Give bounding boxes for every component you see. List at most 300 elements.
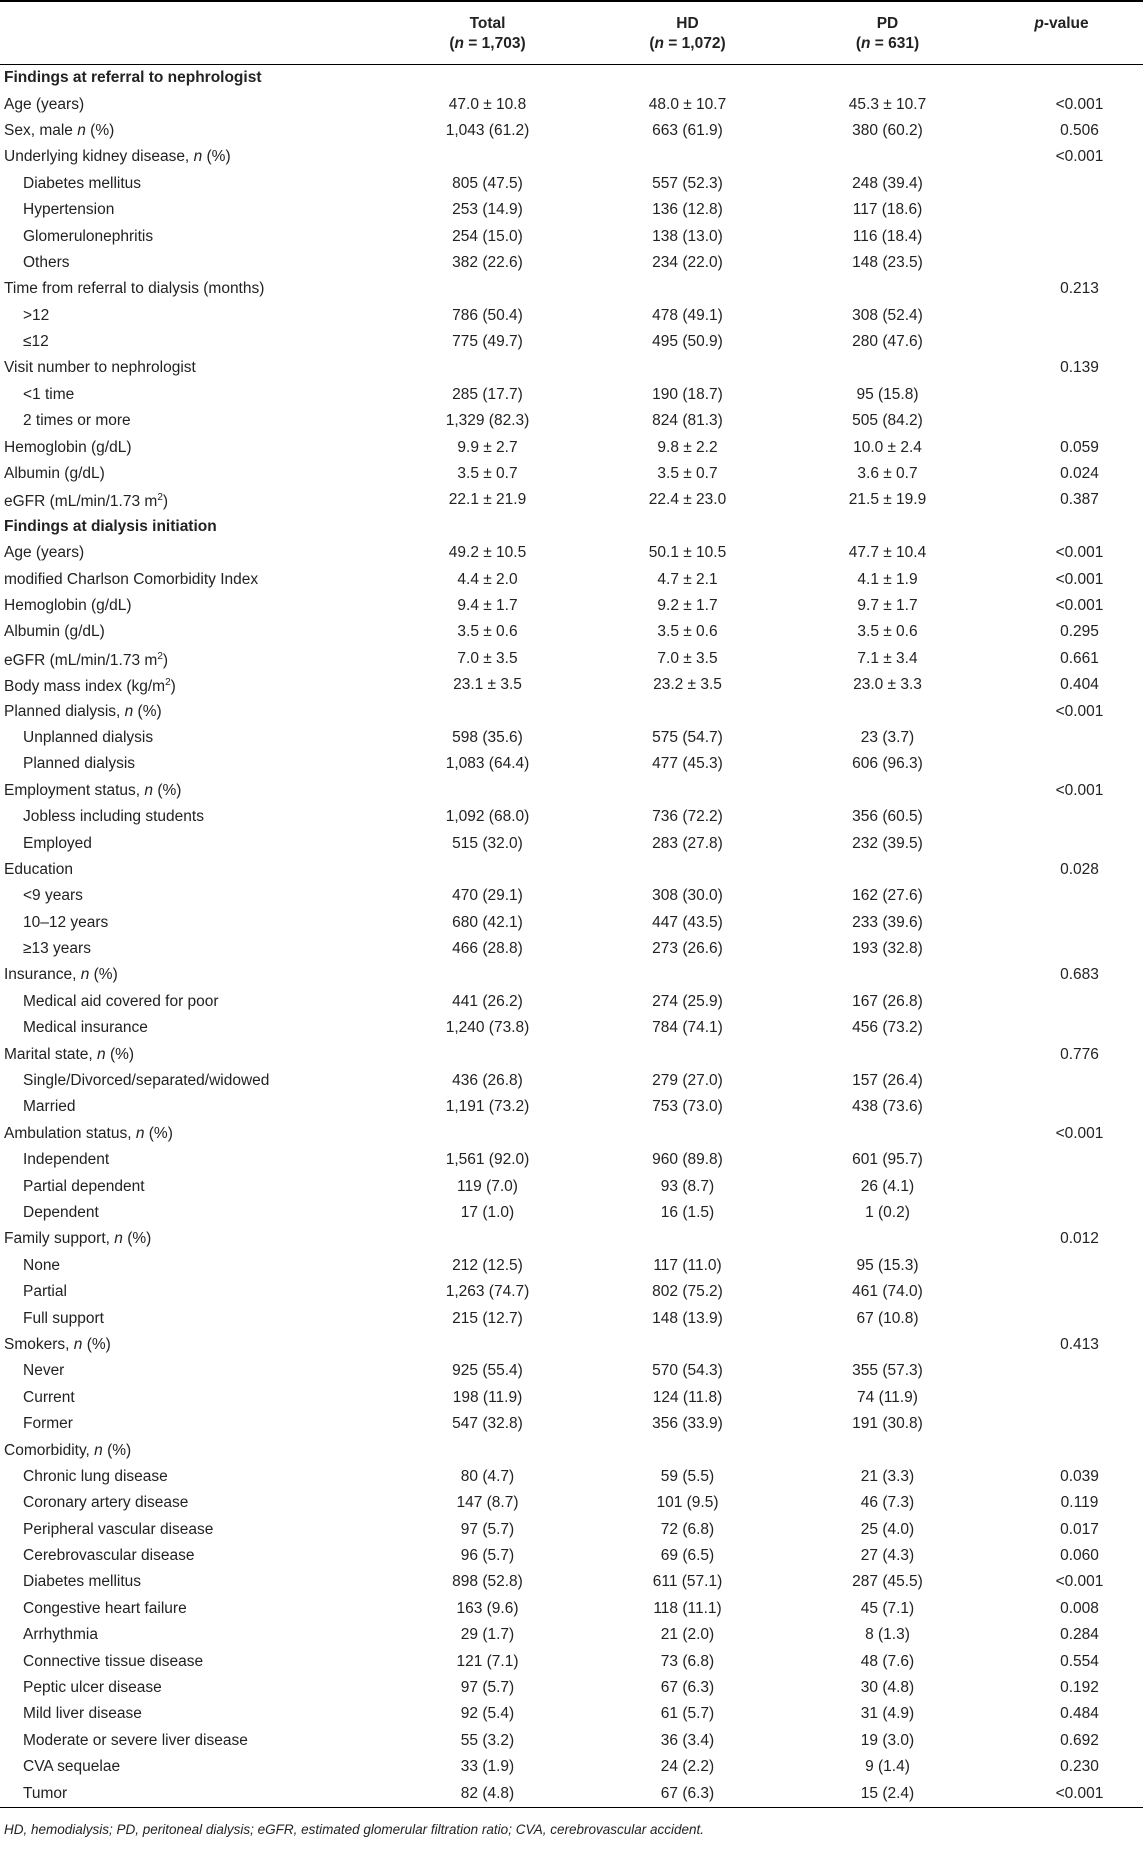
table-row: [0, 171, 1143, 197]
pvalue-cell: 0.192: [1060, 1679, 1099, 1697]
table-row: [0, 593, 1143, 619]
pvalue-cell: [980, 408, 1143, 434]
table-row: [0, 1332, 1143, 1358]
hd-cell: 824 (81.3): [652, 412, 723, 430]
pvalue-cell: [980, 830, 1143, 856]
table-row: [0, 1121, 1143, 1147]
pd-cell: 248 (39.4): [852, 174, 923, 192]
pd-cell: 15 (2.4): [795, 1780, 980, 1807]
pd-cell: [795, 144, 980, 170]
pvalue-cell: 0.008: [1060, 1599, 1099, 1617]
pd-cell: 10.0 ± 2.4: [853, 438, 922, 456]
table-row: [0, 1780, 1143, 1807]
hd-cell: 753 (73.0): [652, 1098, 723, 1116]
pd-cell: 21.5 ± 19.9: [848, 491, 927, 509]
total-cell: 22.1 ± 21.9: [448, 491, 527, 509]
header-label-cell: [0, 2, 395, 65]
pd-cell: 21 (3.3): [860, 1467, 915, 1485]
section-header-row: [0, 514, 1143, 540]
total-cell: 898 (52.8): [452, 1573, 523, 1591]
pvalue-cell: [980, 936, 1143, 962]
row-label: Age (years): [4, 95, 85, 113]
table-row: [0, 408, 1143, 434]
header-pd: [795, 2, 980, 65]
pvalue-cell: 0.484: [1060, 1705, 1099, 1723]
pvalue-cell: [980, 804, 1143, 830]
hd-cell: 101 (9.5): [656, 1494, 719, 1512]
pvalue-cell: 0.024: [1060, 465, 1099, 483]
table-row: [0, 1622, 1143, 1648]
pd-cell: [795, 778, 980, 804]
row-label: Planned dialysis: [23, 755, 136, 773]
section-header-row: [0, 65, 1143, 92]
header-row: [0, 2, 1143, 65]
table-row: [0, 566, 1143, 592]
pvalue-cell: [980, 1068, 1143, 1094]
pvalue-cell: [980, 1173, 1143, 1199]
hd-cell: 274 (25.9): [652, 992, 723, 1010]
hd-cell: 4.7 ± 2.1: [657, 570, 718, 588]
row-label: Body mass index $(kg/m^2)$: [4, 677, 176, 696]
pd-cell: 8 (1.3): [865, 1626, 910, 1644]
hd-cell: 308 (30.0): [652, 887, 723, 905]
hd-cell: 124 (11.8): [652, 1388, 723, 1406]
total-cell: 55 (3.2): [460, 1731, 515, 1749]
table-row: [0, 1147, 1143, 1173]
row-label: Sex, male n (%): [4, 121, 115, 139]
table-row: [0, 329, 1143, 355]
row-label: Hemoglobin (g/dL): [4, 597, 132, 614]
hd-cell: [580, 144, 795, 170]
hd-cell: [580, 355, 795, 381]
row-label: Married: [23, 1098, 76, 1116]
hd-cell: 802 (75.2): [652, 1283, 723, 1301]
row-label: Age (years): [4, 544, 85, 562]
row-label: Chronic lung disease: [23, 1467, 168, 1485]
row-label: Arrhythmia: [23, 1626, 98, 1644]
table-row: [0, 1411, 1143, 1437]
hd-cell: 736 (72.2): [652, 808, 723, 826]
pvalue-cell: 0.017: [1060, 1520, 1099, 1538]
hd-cell: 478 (49.1): [652, 306, 723, 324]
total-cell: 82 (4.8): [395, 1780, 580, 1807]
table-row: [0, 1754, 1143, 1780]
pvalue-cell: 0.295: [1060, 623, 1099, 641]
table-row: [0, 1596, 1143, 1622]
header-hd-label: HD: [676, 15, 699, 32]
total-cell: 119 (7.0): [457, 1177, 518, 1195]
hd-cell: 575 (54.7): [652, 728, 723, 746]
pvalue-cell: [980, 1279, 1143, 1305]
total-cell: 1,191 (73.2): [445, 1098, 530, 1116]
pvalue-cell: 0.776: [1060, 1045, 1099, 1063]
total-cell: 17 (1.0): [460, 1203, 515, 1221]
total-cell: 121 (7.1): [456, 1652, 519, 1670]
row-label: Glomerulonephritis: [23, 227, 154, 245]
pd-cell: [795, 1332, 980, 1358]
hd-cell: 50.1 ± 10.5: [648, 544, 727, 562]
pvalue-cell: [980, 910, 1143, 936]
pvalue-cell: [980, 989, 1143, 1015]
table-row: [0, 1173, 1143, 1199]
hd-cell: 9.2 ± 1.7: [657, 597, 718, 614]
row-label: Planned dialysis, n (%): [4, 702, 162, 720]
pd-cell: 191 (30.8): [852, 1415, 923, 1433]
pd-cell: 47.7 ± 10.4: [848, 544, 927, 562]
header-hd-n: (n = 1,072): [649, 35, 726, 52]
table-row: [0, 382, 1143, 408]
row-label: Dependent: [23, 1203, 99, 1221]
pvalue-cell: [980, 329, 1143, 355]
hd-cell: 117 (11.0): [653, 1256, 722, 1274]
total-cell: [395, 1041, 580, 1067]
hd-cell: 148 (13.9): [652, 1309, 723, 1327]
row-label: Hemoglobin (g/dL): [4, 438, 132, 456]
header-total-label: Total: [469, 15, 506, 32]
row-label: Single/Divorced/separated/widowed: [23, 1072, 270, 1090]
row-label: 2 times or more: [23, 412, 131, 430]
row-label: Insurance, n (%): [4, 966, 118, 984]
table-row: [0, 144, 1143, 170]
total-cell: 97 (5.7): [460, 1520, 515, 1538]
pvalue-cell: <0.001: [1055, 1124, 1104, 1142]
hd-cell: [580, 857, 795, 883]
table-row: [0, 1569, 1143, 1595]
row-label: Smokers, n (%): [4, 1335, 111, 1353]
hd-cell: 69 (6.5): [660, 1547, 715, 1565]
pvalue-cell: [980, 1094, 1143, 1120]
pvalue-cell: [980, 382, 1143, 408]
pvalue-cell: 0.404: [1060, 676, 1099, 694]
total-cell: 4.4 ± 2.0: [457, 570, 518, 588]
pd-cell: 287 (45.5): [852, 1573, 923, 1591]
table-row: [0, 778, 1143, 804]
pd-cell: 157 (26.4): [852, 1072, 923, 1090]
total-cell: 253 (14.9): [452, 201, 523, 219]
table-row: [0, 1358, 1143, 1384]
total-cell: 23.1 ± 3.5: [453, 676, 522, 694]
pd-cell: 601 (95.7): [852, 1151, 923, 1169]
pvalue-cell: [980, 250, 1143, 276]
hd-cell: [580, 698, 795, 724]
pvalue-cell: 0.039: [1060, 1467, 1099, 1485]
pd-cell: 3.5 ± 0.6: [857, 623, 918, 641]
pd-cell: 308 (52.4): [852, 306, 923, 324]
pd-cell: [795, 857, 980, 883]
hd-cell: 36 (3.4): [660, 1731, 715, 1749]
hd-cell: 3.5 ± 0.7: [657, 465, 718, 483]
table-row: [0, 989, 1143, 1015]
pd-cell: 355 (57.3): [852, 1362, 923, 1380]
total-cell: [395, 276, 580, 302]
pd-cell: 31 (4.9): [860, 1705, 915, 1723]
pvalue-cell: [980, 1437, 1143, 1463]
hd-cell: 24 (2.2): [660, 1758, 715, 1776]
total-cell: 1,240 (73.8): [445, 1019, 530, 1037]
hd-cell: 273 (26.6): [652, 940, 723, 958]
pd-cell: 25 (4.0): [860, 1520, 915, 1538]
hd-cell: [580, 778, 795, 804]
total-cell: 925 (55.4): [452, 1362, 523, 1380]
pd-cell: 4.1 ± 1.9: [857, 570, 918, 588]
hd-cell: [580, 1332, 795, 1358]
hd-cell: 960 (89.8): [652, 1151, 723, 1169]
table-row: [0, 1094, 1143, 1120]
row-label: Unplanned dialysis: [23, 728, 154, 746]
header-pd-n: (n = 631): [855, 35, 920, 52]
row-label: Time from referral to dialysis (months): [4, 280, 265, 298]
hd-cell: 138 (13.0): [652, 227, 723, 245]
row-label: Medical aid covered for poor: [23, 992, 219, 1010]
row-label: ≤12: [23, 333, 49, 351]
hd-cell: 23.2 ± 3.5: [653, 676, 722, 694]
hd-cell: 495 (50.9): [652, 333, 723, 351]
hd-cell: [580, 65, 795, 92]
total-cell: 1,043 (61.2): [445, 121, 530, 139]
total-cell: 47.0 ± 10.8: [448, 95, 527, 113]
pd-cell: [795, 1041, 980, 1067]
table-row: [0, 1015, 1143, 1041]
pvalue-cell: 0.139: [1060, 359, 1099, 377]
pd-cell: 45 (7.1): [860, 1599, 915, 1617]
pd-cell: [795, 65, 980, 92]
table-row: [0, 1543, 1143, 1569]
hd-cell: 61 (5.7): [660, 1705, 715, 1723]
table-row: [0, 1279, 1143, 1305]
pvalue-cell: [980, 1200, 1143, 1226]
pvalue-cell: 0.060: [1060, 1547, 1099, 1565]
hd-cell: 611 (57.1): [652, 1573, 723, 1591]
pvalue-cell: <0.001: [1055, 570, 1104, 588]
row-label: Albumin (g/dL): [4, 465, 105, 483]
total-cell: [395, 1437, 580, 1463]
pvalue-cell: [980, 751, 1143, 777]
total-cell: 1,329 (82.3): [445, 412, 530, 430]
pvalue-cell: <0.001: [980, 1780, 1143, 1807]
hd-cell: 9.8 ± 2.2: [657, 438, 718, 456]
total-cell: 96 (5.7): [460, 1547, 515, 1565]
total-cell: 441 (26.2): [452, 992, 523, 1010]
total-cell: 9.9 ± 2.7: [457, 438, 518, 456]
row-label: <1 time: [23, 385, 75, 403]
hd-cell: 279 (27.0): [652, 1072, 723, 1090]
pd-cell: 162 (27.6): [852, 887, 923, 905]
row-label: eGFR (mL/min/1.73 $m^2$): [4, 492, 169, 511]
row-label: 10–12 years: [23, 913, 109, 931]
total-cell: 1,092 (68.0): [445, 808, 530, 826]
table-row: [0, 910, 1143, 936]
total-cell: 285 (17.7): [452, 385, 523, 403]
pd-cell: [795, 698, 980, 724]
total-cell: 9.4 ± 1.7: [457, 597, 518, 614]
table-footnote: HD, hemodialysis; PD, peritoneal dialysis; eGFR, estimated glomerular filtration ratio; CVA, cerebrovascular accident.: [4, 1822, 705, 1837]
pvalue-cell: <0.001: [1055, 702, 1104, 720]
hd-cell: 48.0 ± 10.7: [648, 95, 727, 113]
row-label: Employment status, n (%): [4, 781, 182, 799]
row-label: Visit number to nephrologist: [4, 359, 196, 377]
row-label: Partial: [23, 1283, 67, 1301]
pd-cell: [795, 1226, 980, 1252]
total-cell: [395, 65, 580, 92]
header-hd: [580, 2, 795, 65]
total-cell: [395, 962, 580, 988]
pvalue-cell: [980, 223, 1143, 249]
row-label: Family support, n (%): [4, 1230, 152, 1248]
pd-cell: [795, 355, 980, 381]
pvalue-cell: 0.692: [1060, 1731, 1099, 1749]
pd-cell: 116 (18.4): [852, 227, 923, 245]
row-label: Diabetes mellitus: [23, 174, 142, 192]
row-label: Coronary artery disease: [23, 1494, 189, 1512]
total-cell: 33 (1.9): [460, 1758, 515, 1776]
pd-cell: 23.0 ± 3.3: [853, 676, 922, 694]
pvalue-cell: 0.284: [1060, 1626, 1099, 1644]
hd-cell: 477 (45.3): [652, 755, 723, 773]
pvalue-cell: [980, 65, 1143, 92]
pd-cell: 95 (15.3): [856, 1256, 919, 1274]
pd-cell: 74 (11.9): [857, 1388, 918, 1406]
hd-cell: 16 (1.5): [660, 1203, 715, 1221]
pvalue-cell: 0.213: [1060, 280, 1099, 298]
pvalue-cell: [980, 514, 1143, 540]
pd-cell: 9 (1.4): [865, 1758, 910, 1776]
table-row: [0, 197, 1143, 223]
pvalue-cell: [980, 1147, 1143, 1173]
total-cell: 212 (12.5): [452, 1256, 523, 1274]
total-cell: 680 (42.1): [452, 913, 523, 931]
pd-cell: 456 (73.2): [852, 1019, 923, 1037]
total-cell: 80 (4.7): [460, 1467, 515, 1485]
total-cell: 3.5 ± 0.6: [457, 623, 518, 641]
table-row: [0, 276, 1143, 302]
pvalue-cell: [980, 1358, 1143, 1384]
pvalue-cell: 0.059: [1060, 438, 1099, 456]
pd-cell: 26 (4.1): [860, 1177, 915, 1195]
pvalue-cell: 0.119: [1060, 1494, 1099, 1512]
total-cell: 163 (9.6): [456, 1599, 519, 1617]
row-label: Connective tissue disease: [23, 1652, 204, 1670]
hd-cell: [580, 276, 795, 302]
total-cell: 786 (50.4): [452, 306, 523, 324]
row-label: Others: [23, 253, 70, 271]
pvalue-cell: <0.001: [1055, 597, 1104, 614]
total-cell: 436 (26.8): [452, 1072, 523, 1090]
total-cell: 775 (49.7): [452, 333, 523, 351]
pvalue-cell: 0.683: [1060, 966, 1099, 984]
pd-cell: 27 (4.3): [860, 1547, 915, 1565]
table-row: [0, 1041, 1143, 1067]
table-row: [0, 1490, 1143, 1516]
total-cell: 3.5 ± 0.7: [457, 465, 518, 483]
row-label: Comorbidity, n (%): [4, 1441, 132, 1459]
table-row: [0, 223, 1143, 249]
row-label: ≥13 years: [23, 940, 91, 958]
hd-cell: 67 (6.3): [580, 1780, 795, 1807]
table-row: [0, 303, 1143, 329]
total-cell: 1,561 (92.0): [445, 1151, 530, 1169]
row-label: Peptic ulcer disease: [23, 1679, 162, 1697]
table-row: [0, 698, 1143, 724]
table-row: [0, 1305, 1143, 1331]
pvalue-cell: [980, 725, 1143, 751]
row-label: Full support: [23, 1309, 104, 1327]
pd-cell: 148 (23.5): [852, 253, 923, 271]
table-row: [0, 250, 1143, 276]
hd-cell: 663 (61.9): [652, 121, 723, 139]
total-cell: 547 (32.8): [452, 1415, 523, 1433]
hd-cell: 118 (11.1): [653, 1599, 722, 1617]
total-cell: [395, 778, 580, 804]
row-label: Albumin (g/dL): [4, 623, 105, 641]
table-row: [0, 1648, 1143, 1674]
table-row: [0, 434, 1143, 460]
total-cell: [395, 514, 580, 540]
total-cell: 470 (29.1): [452, 887, 523, 905]
pd-cell: 7.1 ± 3.4: [857, 649, 918, 667]
hd-cell: 93 (8.7): [660, 1177, 715, 1195]
row-label: Findings at dialysis initiation: [4, 517, 217, 535]
table-row: [0, 1701, 1143, 1727]
hd-cell: 784 (74.1): [652, 1019, 723, 1037]
pd-cell: 232 (39.5): [852, 834, 923, 852]
row-label: Former: [23, 1415, 73, 1433]
total-cell: 1,263 (74.7): [445, 1283, 530, 1301]
pvalue-cell: <0.001: [1055, 95, 1104, 113]
pvalue-cell: [980, 883, 1143, 909]
hd-cell: 447 (43.5): [652, 913, 723, 931]
row-label: eGFR (mL/min/1.73 $m^2$): [4, 650, 169, 669]
pvalue-cell: [980, 1305, 1143, 1331]
total-cell: 92 (5.4): [460, 1705, 515, 1723]
hd-cell: 234 (22.0): [652, 253, 723, 271]
table-row: [0, 1675, 1143, 1701]
row-label: Peripheral vascular disease: [23, 1520, 214, 1538]
row-label: Education: [4, 860, 73, 878]
hd-cell: [580, 962, 795, 988]
pd-cell: [795, 1121, 980, 1147]
hd-cell: 72 (6.8): [660, 1520, 715, 1538]
table-body: [0, 65, 1143, 1808]
row-label: Tumor: [0, 1780, 395, 1807]
pvalue-cell: 0.413: [1060, 1335, 1099, 1353]
row-label: Hypertension: [23, 201, 115, 219]
hd-cell: 21 (2.0): [660, 1626, 715, 1644]
hd-cell: 3.5 ± 0.6: [657, 623, 718, 641]
hd-cell: [580, 514, 795, 540]
hd-cell: [580, 1041, 795, 1067]
row-label: Jobless including students: [23, 808, 204, 826]
total-cell: 147 (8.7): [456, 1494, 519, 1512]
table-row: [0, 619, 1143, 645]
table-row: [0, 540, 1143, 566]
pd-cell: 167 (26.8): [852, 992, 923, 1010]
row-label: CVA sequelae: [23, 1758, 121, 1776]
table-row: [0, 883, 1143, 909]
hd-cell: 67 (6.3): [660, 1679, 715, 1697]
pd-cell: 606 (96.3): [852, 755, 923, 773]
row-label: Employed: [23, 834, 92, 852]
pvalue-cell: <0.001: [1055, 544, 1104, 562]
table-row: [0, 830, 1143, 856]
hd-cell: 7.0 ± 3.5: [657, 649, 718, 667]
pvalue-cell: [980, 303, 1143, 329]
row-label: Diabetes mellitus: [23, 1573, 142, 1591]
total-cell: [395, 1332, 580, 1358]
row-label: <9 years: [23, 887, 83, 905]
pd-cell: 193 (32.8): [852, 940, 923, 958]
table-row: [0, 1385, 1143, 1411]
total-cell: 805 (47.5): [452, 174, 523, 192]
